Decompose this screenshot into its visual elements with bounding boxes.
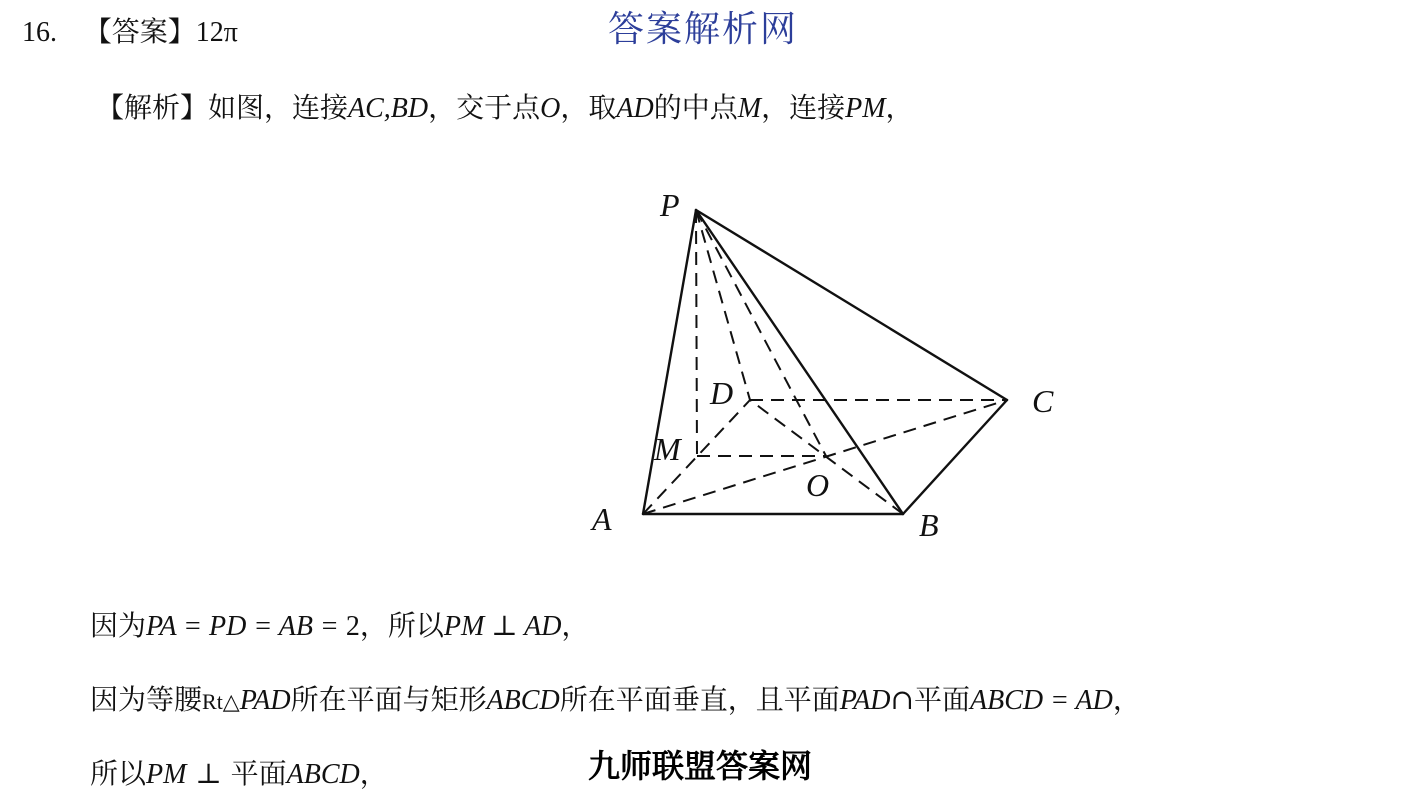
- label-b: B: [919, 507, 939, 543]
- step3-line: [90, 756, 388, 793]
- math-ad: AD: [616, 93, 654, 124]
- math-abcd-ad: ABCD = AD: [970, 685, 1113, 716]
- math-o: O: [540, 93, 561, 124]
- math-equality: PA = PD = AB =: [146, 611, 346, 642]
- math-value: 2: [345, 611, 360, 642]
- analysis-text: ，连接: [761, 91, 846, 124]
- math-pad: PAD: [239, 685, 291, 716]
- analysis-text: ，: [885, 91, 914, 124]
- math-rt-triangle: Rt△: [202, 689, 240, 714]
- step1-text: ，: [561, 609, 590, 642]
- answer-tag: 【答案】: [83, 15, 196, 48]
- label-d: D: [710, 375, 734, 411]
- analysis-text: ，交于点: [428, 91, 541, 124]
- math-pm: PM: [146, 759, 187, 790]
- step3-text: ，: [359, 757, 388, 790]
- step1-line: [90, 608, 589, 645]
- label-m: M: [654, 431, 681, 467]
- math-abcd: ABCD: [286, 759, 360, 790]
- math-pad: PAD: [839, 685, 891, 716]
- line-pm: [696, 210, 697, 456]
- step1-text: ，所以: [359, 609, 444, 642]
- step1-text: 因为: [90, 609, 147, 642]
- math-m: M: [737, 93, 762, 124]
- analysis-text: ，取: [560, 91, 617, 124]
- question-number: 16.: [22, 17, 57, 48]
- label-a: A: [592, 501, 612, 537]
- label-c: C: [1032, 383, 1054, 419]
- edge-pb: [696, 210, 903, 514]
- watermark-bottom: 九师联盟答案网: [588, 747, 813, 785]
- step2-text: 平面: [914, 683, 971, 716]
- step2-text: ，: [1112, 683, 1141, 716]
- step2-text: 所在平面与矩形: [290, 683, 487, 716]
- step2-text: 因为等腰: [90, 683, 203, 716]
- answer-value: 12π: [195, 17, 238, 48]
- analysis-text: 的中点: [653, 91, 738, 124]
- math-pm: PM: [845, 93, 886, 124]
- step2-line: [90, 682, 1141, 720]
- analysis-text: 如图，连接: [208, 91, 349, 124]
- math-abcd: ABCD: [486, 685, 560, 716]
- math-intersection: ∩: [890, 683, 914, 716]
- line-po: [696, 210, 826, 456]
- analysis-tag: 【解析】: [96, 91, 209, 124]
- step3-text: 所以: [90, 757, 147, 790]
- math-perp-symbol: ⊥: [186, 757, 231, 790]
- step3-text: 平面: [230, 757, 287, 790]
- label-o: O: [806, 467, 830, 503]
- label-p: P: [660, 187, 680, 223]
- math-ac-bd: AC,BD: [348, 93, 429, 124]
- step2-text: 所在平面垂直，且平面: [559, 683, 840, 716]
- watermark-top: 答案解析网: [608, 9, 799, 50]
- math-perp: PM ⊥ AD: [443, 611, 562, 642]
- edge-pa: [643, 210, 696, 514]
